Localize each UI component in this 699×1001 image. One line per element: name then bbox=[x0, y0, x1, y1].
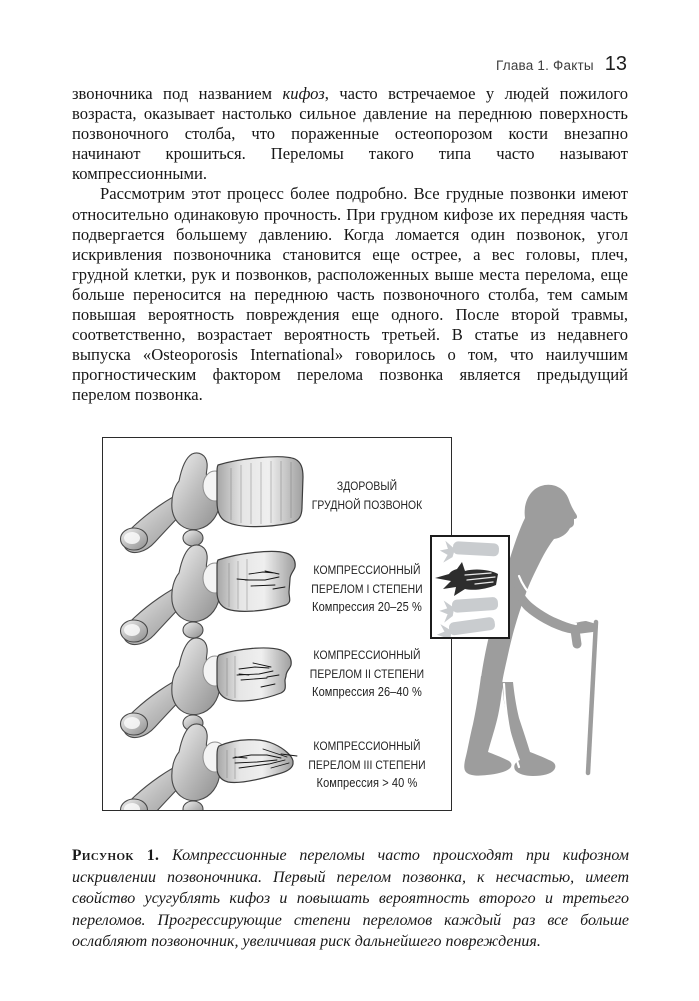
label-line: ПЕРЕЛОМ I СТЕПЕНИ bbox=[311, 581, 423, 596]
compression-value: Компрессия > 40 % bbox=[316, 775, 418, 790]
paragraph-2: Рассмотрим этот процесс более подробно. Все грудные позвонки имеют относительно одинаковую прочность. При грудном кифозе их передняя часть подвергается большему давлению. Когда ломается один позвонок, угол искривления позвоночника становится еще острее, а вес головы, плеч, грудной клетки, рук и позвонков, расположенных выше места перелома, еще больше переносится на переднюю часть позвоночного столба, тем самым повышая вероятность повреждения еще одного. После второй травмы, соответственно, возрастает вероятность третьей. В статье из недавнего выпуска «Osteoporosis International» говорилось о том, что наилучшим прогностическим фактором перелома позвонка является предыдущий перелом позвонка. bbox=[72, 184, 628, 405]
figure-1-panel bbox=[102, 437, 452, 811]
page-number: 13 bbox=[604, 53, 627, 75]
italic-term-kyphosis: кифоз bbox=[282, 84, 325, 103]
label-fracture-grade-3 bbox=[302, 737, 431, 793]
compression-value: Компрессия 20–25 % bbox=[312, 599, 422, 614]
compression-value: Компрессия 26–40 % bbox=[312, 684, 422, 699]
figure-caption bbox=[72, 845, 629, 953]
spine-inset-box bbox=[430, 535, 510, 639]
fracture-grade-2-vertebra-illustration bbox=[121, 638, 292, 738]
fracture-grade-3-vertebra-illustration bbox=[121, 724, 298, 810]
inset-vertebra-bottom bbox=[435, 617, 496, 637]
label-line: КОМПРЕССИОННЫЙ bbox=[313, 563, 421, 577]
walking-cane bbox=[588, 622, 596, 773]
inset-vertebra-top bbox=[439, 540, 499, 565]
paragraph-1 bbox=[72, 84, 628, 184]
paragraph-1-continuation: , часто встречаемое у людей пожилого возраста, оказывает настолько сильное давление на переднюю поверхность позвоночного столба, что пораженные остеопорозом кости внезапно начинают крошиться. Переломы такого типа часто называют компрессионными. bbox=[72, 84, 628, 184]
figure-caption-text: Компрессионные переломы часто происходят при кифозном искривлении позвоночника. Первый перелом позвонка, к несчастью, имеет свойство усугублять кифоз и повышать вероятность второго и третьего переломов. Прогрессирующие степени переломов каждый раз все больше ослабляют позвоночник, увеличивая риск дальнейшего повреждения. bbox=[72, 847, 630, 950]
figure-caption-label: Рисунок 1. bbox=[72, 847, 160, 864]
label-line: ПЕРЕЛОМ II СТЕПЕНИ bbox=[309, 666, 425, 681]
label-fracture-grade-1 bbox=[302, 561, 431, 617]
label-line: ГРУДНОЙ ПОЗВОНОК bbox=[311, 497, 423, 512]
chapter-title: Глава 1. Факты bbox=[496, 58, 594, 73]
label-fracture-grade-2 bbox=[302, 646, 431, 702]
inset-fractured-vertebra bbox=[435, 562, 498, 596]
healthy-vertebra-illustration bbox=[121, 453, 304, 553]
label-line: ПЕРЕЛОМ III СТЕПЕНИ bbox=[308, 757, 426, 772]
fractured-spine-inset-illustration bbox=[432, 537, 508, 637]
paragraph-1-text: звоночника под названием bbox=[72, 84, 283, 103]
fracture-grade-1-vertebra-illustration bbox=[121, 545, 296, 645]
label-line: КОМПРЕССИОННЫЙ bbox=[313, 739, 421, 753]
label-healthy-vertebra bbox=[302, 477, 431, 514]
running-header bbox=[496, 53, 627, 76]
far-hand bbox=[575, 630, 577, 644]
label-line: ЗДОРОВЫЙ bbox=[336, 479, 398, 493]
body-text bbox=[72, 84, 628, 406]
label-line: КОМПРЕССИОННЫЙ bbox=[313, 648, 421, 662]
